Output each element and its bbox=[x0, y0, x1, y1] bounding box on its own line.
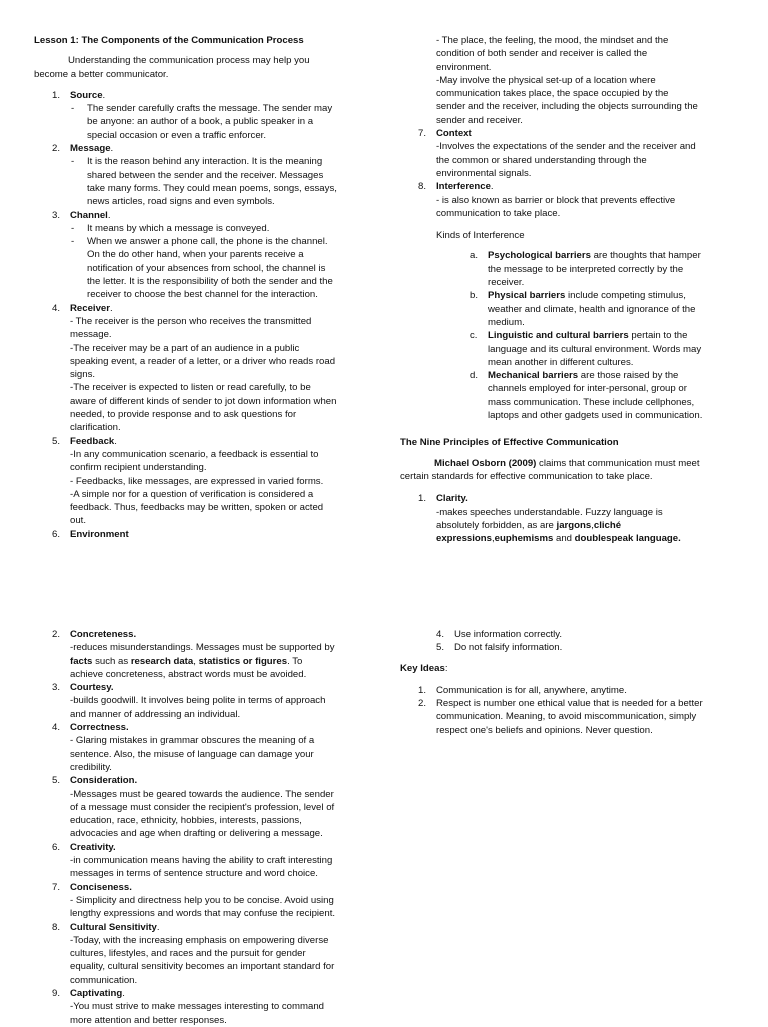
interference-kind bbox=[400, 289, 750, 329]
info-item bbox=[400, 628, 750, 641]
bullet-line bbox=[70, 222, 384, 235]
clarity-line bbox=[436, 532, 750, 545]
item-title-text: Consideration. bbox=[70, 775, 138, 787]
environment-line: environment. bbox=[436, 61, 492, 73]
item-title-text: Cultural Sensitivity bbox=[70, 921, 157, 933]
item-title-text: Courtesy. bbox=[70, 682, 114, 694]
item-number: 3. bbox=[52, 209, 61, 221]
item-line: - Feedbacks, like messages, are expressed in varied forms. bbox=[70, 475, 324, 487]
item-number: 5. bbox=[52, 775, 61, 787]
item-title-suffix: . bbox=[122, 988, 125, 1000]
principle-number: 2. bbox=[52, 629, 61, 640]
clarity-line: -makes speeches understandable. Fuzzy language is bbox=[436, 506, 663, 518]
environment-line: sender and the receiver, including the objects surrounding the bbox=[436, 101, 698, 113]
kind-name: Mechanical barriers bbox=[488, 370, 579, 382]
numbered-item bbox=[34, 921, 384, 987]
environment-continued bbox=[400, 34, 750, 127]
clarity-comma: , bbox=[492, 533, 495, 545]
bullet-line bbox=[70, 115, 384, 128]
bullet-line bbox=[70, 102, 384, 115]
kind-line bbox=[488, 263, 750, 276]
bullet-text: It means by which a message is conveyed. bbox=[87, 222, 270, 234]
key-idea-line: Communication is for all, anywhere, anytime. bbox=[436, 684, 627, 696]
item-line: -Messages must be geared towards the audience. The sender bbox=[70, 788, 334, 800]
item-title-suffix: . bbox=[102, 89, 106, 101]
key-idea bbox=[400, 684, 750, 697]
page-divider bbox=[0, 612, 768, 620]
numbered-item bbox=[34, 774, 384, 840]
clarity-doublespeak: doublespeak language. bbox=[574, 533, 681, 545]
key-idea-line: respect one's beliefs and opinions. Never question. bbox=[436, 724, 653, 736]
item-number: 5. bbox=[52, 435, 61, 447]
key-ideas-colon: : bbox=[444, 662, 448, 674]
osborn-line bbox=[400, 457, 750, 470]
bullet-text: news articles, road signs and even symbols. bbox=[87, 196, 275, 208]
item-number: 6. bbox=[52, 528, 61, 540]
item-title bbox=[70, 841, 384, 854]
environment-line: - The place, the feeling, the mood, the mindset and the bbox=[436, 35, 669, 46]
kind-name: Linguistic and cultural barriers bbox=[488, 330, 629, 342]
item-line: and manner of addressing an individual. bbox=[70, 708, 241, 720]
item-title-text: Interference bbox=[436, 181, 491, 193]
item-title-suffix: . bbox=[110, 302, 113, 314]
kind-line bbox=[488, 369, 750, 382]
concreteness-comma: , bbox=[193, 655, 199, 667]
item-title-text: Conciseness. bbox=[70, 881, 132, 893]
concreteness-line bbox=[70, 655, 384, 668]
clarity-and: and bbox=[553, 533, 575, 545]
bullet-text: On the do other hand, when your parents receive a bbox=[87, 249, 304, 261]
item-title-text: Channel bbox=[70, 209, 108, 221]
item-title bbox=[70, 987, 384, 1000]
item-line: - Glaring mistakes in grammar obscures the meaning of a bbox=[70, 735, 315, 747]
item-title-suffix: . bbox=[490, 181, 494, 193]
kind-line bbox=[488, 343, 750, 356]
item-title-text: Feedback bbox=[70, 435, 115, 447]
bullet-line bbox=[70, 275, 384, 288]
clarity-comma: , bbox=[591, 519, 594, 531]
clarity-expressions: expressions bbox=[436, 533, 492, 545]
bullet-text: the letter. It is the responsibility of both the sender and the bbox=[87, 276, 333, 288]
key-idea-line: Respect is number one ethical value that is needed for a better bbox=[436, 698, 703, 710]
item-title bbox=[70, 209, 384, 222]
item-line: needed, to provide response and to ask questions for bbox=[70, 409, 297, 421]
key-idea bbox=[400, 697, 750, 737]
kind-line bbox=[488, 289, 750, 302]
kind-text: medium. bbox=[488, 316, 525, 328]
item-title bbox=[70, 302, 384, 315]
kind-text: weather and climate, health and ignorance of the bbox=[488, 303, 696, 315]
bullet-line bbox=[70, 182, 384, 195]
kinds-heading: Kinds of Interference bbox=[436, 230, 525, 242]
kind-text: receiver. bbox=[488, 277, 525, 289]
bullet-dash: - bbox=[71, 222, 75, 234]
item-title bbox=[70, 881, 384, 894]
kind-line bbox=[488, 409, 750, 422]
osborn-paragraph bbox=[400, 457, 750, 484]
principle-title: Clarity. bbox=[436, 493, 468, 505]
clarity-jargons: jargons bbox=[556, 519, 592, 531]
bullet-line bbox=[70, 169, 384, 182]
intro-paragraph bbox=[34, 54, 384, 81]
kind-letter: d. bbox=[470, 370, 479, 382]
kind-letter: b. bbox=[470, 290, 479, 302]
info-item bbox=[400, 641, 750, 654]
kind-text: mean another in different cultures. bbox=[488, 356, 634, 368]
numbered-item bbox=[34, 89, 384, 142]
interference-kind bbox=[400, 249, 750, 289]
kind-line bbox=[488, 249, 750, 262]
item-title-suffix: . bbox=[107, 209, 111, 221]
numbered-item bbox=[34, 721, 384, 774]
bullet-text: special occasion or even a traffic enforcer. bbox=[87, 129, 267, 141]
item-line: advocacies and age when drafting or delivering a message. bbox=[70, 828, 323, 840]
item-line: -builds goodwill. It involves being polite in terms of approach bbox=[70, 695, 326, 707]
item-line: - Simplicity and directness help you to be concise. Avoid using bbox=[70, 894, 334, 906]
clarity-euphemisms: euphemisms bbox=[494, 533, 554, 545]
concreteness-text: . To bbox=[287, 655, 303, 667]
numbered-item bbox=[34, 841, 384, 881]
concreteness-line: achieve concreteness, abstract words must be avoided. bbox=[70, 668, 307, 680]
kind-line bbox=[488, 276, 750, 289]
bullet-line bbox=[70, 262, 384, 275]
item-line: -The receiver may be a part of an audience in a public bbox=[70, 342, 300, 354]
item-number: 3. bbox=[52, 682, 61, 694]
clarity-line bbox=[436, 519, 750, 532]
page2-left-column bbox=[34, 628, 384, 1027]
numbered-item bbox=[400, 180, 750, 220]
bullet-text: The sender carefully crafts the message. The sender may bbox=[87, 103, 333, 115]
item-title-suffix: . bbox=[110, 143, 114, 155]
kind-line bbox=[488, 356, 750, 369]
principle-title: Concreteness. bbox=[70, 629, 137, 640]
principle-concreteness bbox=[34, 628, 384, 681]
item-line: confirm recipient understanding. bbox=[70, 462, 207, 474]
interference-kind bbox=[400, 329, 750, 369]
item-line: - The receiver is the person who receives the transmitted bbox=[70, 315, 312, 327]
components-list bbox=[34, 89, 384, 541]
osborn-text: claims that communication must meet bbox=[536, 457, 700, 469]
concreteness-text: such as bbox=[92, 655, 131, 667]
item-line: more attention and better responses. bbox=[70, 1014, 227, 1026]
concreteness-line: -reduces misunderstandings. Messages must be supported by bbox=[70, 642, 335, 654]
info-text: Use information correctly. bbox=[454, 629, 563, 640]
page2-right-column bbox=[400, 628, 750, 737]
item-line: - is also known as barrier or block that prevents effective bbox=[436, 194, 676, 206]
kind-text: laptops and other gadgets used in communication. bbox=[488, 410, 703, 422]
clarity-cliche: cliché bbox=[593, 519, 622, 531]
environment-line: -May involve the physical set-up of a location where bbox=[436, 74, 656, 86]
bullet-text: When we answer a phone call, the phone is the channel. bbox=[87, 236, 328, 248]
item-line: -In any communication scenario, a feedback is essential to bbox=[70, 448, 319, 460]
item-line: cultures, lifestyles, and races and the pursuit for gender bbox=[70, 948, 306, 960]
item-line: signs. bbox=[70, 369, 96, 381]
item-line: -The receiver is expected to listen or read carefully, to be bbox=[70, 382, 311, 394]
bullet-text: It is the reason behind any interaction. It is the meaning bbox=[87, 156, 323, 168]
item-line: equality, cultural sensitivity becomes an important standard for bbox=[70, 961, 335, 973]
item-line: environmental signals. bbox=[436, 167, 532, 179]
item-title bbox=[436, 127, 750, 140]
bullet-text: take many forms. They could mean poems, songs, essays, bbox=[87, 182, 337, 194]
environment-line: condition of both sender and receiver is called the bbox=[436, 48, 648, 60]
item-number: 4. bbox=[52, 302, 61, 314]
numbered-item bbox=[34, 209, 384, 302]
page1-left-column bbox=[34, 34, 384, 541]
item-title bbox=[70, 528, 384, 541]
item-title-text: Captivating bbox=[70, 988, 123, 1000]
key-ideas-title: Key Ideas bbox=[400, 662, 445, 674]
bullet-text: receiver to choose the best channel for the interaction. bbox=[87, 289, 318, 301]
item-line: -Involves the expectations of the sender and the receiver and bbox=[436, 141, 696, 153]
key-ideas-heading bbox=[400, 662, 750, 675]
item-title bbox=[70, 681, 384, 694]
kind-text: include competing stimulus, bbox=[565, 290, 686, 302]
item-title bbox=[70, 774, 384, 787]
item-line: messages in terms of sentence structure and word choice. bbox=[70, 868, 318, 880]
item-number: 2. bbox=[418, 698, 427, 710]
item-title-suffix: . bbox=[156, 921, 160, 933]
kind-text: language and its cultural environment. Words may bbox=[488, 343, 702, 355]
bullet-line bbox=[70, 155, 384, 168]
bullet-line bbox=[70, 195, 384, 208]
item-title-text: Environment bbox=[70, 528, 129, 540]
bullet-text: notification of your absences from school, the channel is bbox=[87, 262, 326, 274]
item-number: 4. bbox=[52, 722, 61, 734]
bullet-line bbox=[70, 288, 384, 301]
numbered-item bbox=[34, 302, 384, 435]
item-line: speaking event, a reader of a letter, or a driver who reads road bbox=[70, 355, 336, 367]
kind-text: pertain to the bbox=[628, 330, 688, 342]
item-line: education, race, ethnicity, hobbies, interests, passions, bbox=[70, 815, 302, 827]
bullet-line bbox=[70, 129, 384, 142]
info-text: Do not falsify information. bbox=[454, 642, 563, 654]
item-title-text: Creativity. bbox=[70, 841, 116, 853]
bullet-text: be anyone: an author of a book, a public speaker in a bbox=[87, 116, 314, 128]
bullet-dash: - bbox=[71, 103, 75, 115]
item-number: 8. bbox=[418, 181, 427, 193]
kind-letter: c. bbox=[470, 330, 478, 342]
numbered-item bbox=[34, 435, 384, 528]
item-title bbox=[70, 435, 384, 448]
item-line: -You must strive to make messages interesting to command bbox=[70, 1001, 324, 1013]
item-number: 9. bbox=[52, 988, 61, 1000]
item-number: 7. bbox=[52, 881, 61, 893]
item-line: of a message must consider the recipient's profession, level of bbox=[70, 801, 335, 813]
kind-name: Physical barriers bbox=[488, 290, 566, 302]
item-number: 6. bbox=[52, 841, 61, 853]
item-title bbox=[70, 721, 384, 734]
components-continued-list bbox=[400, 127, 750, 220]
item-title-text: Source bbox=[70, 89, 103, 101]
concreteness-research: research data bbox=[130, 655, 194, 667]
principle-number: 1. bbox=[418, 493, 427, 505]
item-line: feedback. Thus, feedbacks may be written, spoken or acted bbox=[70, 502, 324, 514]
interference-kinds-list bbox=[400, 249, 750, 422]
item-title-text: Correctness. bbox=[70, 722, 129, 734]
numbered-item bbox=[34, 881, 384, 921]
item-number: 7. bbox=[418, 128, 427, 140]
numbered-item bbox=[34, 681, 384, 721]
key-idea-line: communication. Meaning, to avoid miscommunication, simply bbox=[436, 711, 697, 723]
numbered-item bbox=[34, 142, 384, 208]
bullet-dash: - bbox=[71, 156, 75, 168]
item-line: the common or shared understanding through the bbox=[436, 154, 647, 166]
item-title bbox=[70, 142, 384, 155]
item-line: sentence. Also, the misuse of language can damage your bbox=[70, 748, 314, 760]
key-ideas-list bbox=[400, 684, 750, 737]
lesson-title: Lesson 1: The Components of the Communication Process bbox=[34, 35, 304, 46]
principles-list bbox=[34, 681, 384, 1027]
page1-right-column bbox=[400, 34, 750, 545]
item-number: 2. bbox=[52, 143, 61, 155]
kind-line bbox=[488, 329, 750, 342]
item-title-text: Message bbox=[70, 143, 111, 155]
bullet-line bbox=[70, 248, 384, 261]
osborn-line: certain standards for effective communication to take place. bbox=[400, 470, 653, 482]
kind-line bbox=[488, 303, 750, 316]
item-title-suffix: . bbox=[114, 435, 117, 447]
kind-text: channels employed for inter-personal, group or bbox=[488, 383, 687, 395]
osborn-name: Michael Osborn (2009) bbox=[434, 457, 537, 469]
item-title bbox=[70, 921, 384, 934]
kind-line bbox=[488, 396, 750, 409]
item-title-text: Receiver bbox=[70, 302, 111, 314]
concreteness-stats: statistics or figures bbox=[198, 655, 288, 667]
item-line: aware of different kinds of sender to jot down information when bbox=[70, 395, 337, 407]
item-title-text: Context bbox=[436, 128, 472, 140]
item-number: 5. bbox=[436, 642, 445, 654]
numbered-item bbox=[34, 528, 384, 541]
item-line: -in communication means having the ability to craft interesting bbox=[70, 855, 333, 867]
bullet-text: shared between the sender and the receiver. Messages bbox=[87, 169, 324, 181]
kind-text: the message to be interpreted correctly by the bbox=[488, 263, 684, 275]
info-principles-list bbox=[400, 628, 750, 655]
item-number: 4. bbox=[436, 629, 445, 640]
item-number: 1. bbox=[52, 89, 61, 101]
item-line: -A simple nor for a question of verification is considered a bbox=[70, 488, 314, 500]
concreteness-facts: facts bbox=[70, 655, 93, 667]
environment-line: sender and receiver. bbox=[436, 114, 523, 126]
intro-line: Understanding the communication process may help you bbox=[68, 55, 310, 67]
clarity-text: absolutely forbidden, as are bbox=[436, 519, 557, 531]
nine-principles-heading: The Nine Principles of Effective Communication bbox=[400, 437, 619, 449]
bullet-line bbox=[70, 235, 384, 248]
item-line: communication to take place. bbox=[436, 207, 561, 219]
item-line: credibility. bbox=[70, 761, 112, 773]
item-number: 8. bbox=[52, 921, 61, 933]
item-line: out. bbox=[70, 515, 87, 527]
environment-line: communication takes place, the space occupied by the bbox=[436, 88, 669, 100]
bullet-dash: - bbox=[71, 236, 75, 248]
kind-text: are those raised by the bbox=[578, 370, 679, 382]
numbered-item bbox=[34, 987, 384, 1027]
item-title bbox=[436, 180, 750, 193]
item-number: 1. bbox=[418, 684, 427, 696]
kind-name: Psychological barriers bbox=[488, 250, 591, 262]
item-line: clarification. bbox=[70, 422, 121, 434]
item-line: lengthy expressions and words that may confuse the recipient. bbox=[70, 908, 336, 920]
item-line: communication. bbox=[70, 974, 138, 986]
kind-text: mass communication. These include cellphones, bbox=[488, 396, 695, 408]
item-title bbox=[70, 89, 384, 102]
principle-clarity bbox=[400, 492, 750, 545]
kind-line bbox=[488, 382, 750, 395]
interference-kind bbox=[400, 369, 750, 422]
numbered-item bbox=[400, 127, 750, 180]
kind-line bbox=[488, 316, 750, 329]
kind-text: are thoughts that hamper bbox=[590, 250, 701, 262]
item-line: message. bbox=[70, 329, 112, 341]
kind-letter: a. bbox=[470, 250, 479, 262]
intro-line: become a better communicator. bbox=[34, 68, 169, 80]
item-line: -Today, with the increasing emphasis on empowering diverse bbox=[70, 934, 329, 946]
